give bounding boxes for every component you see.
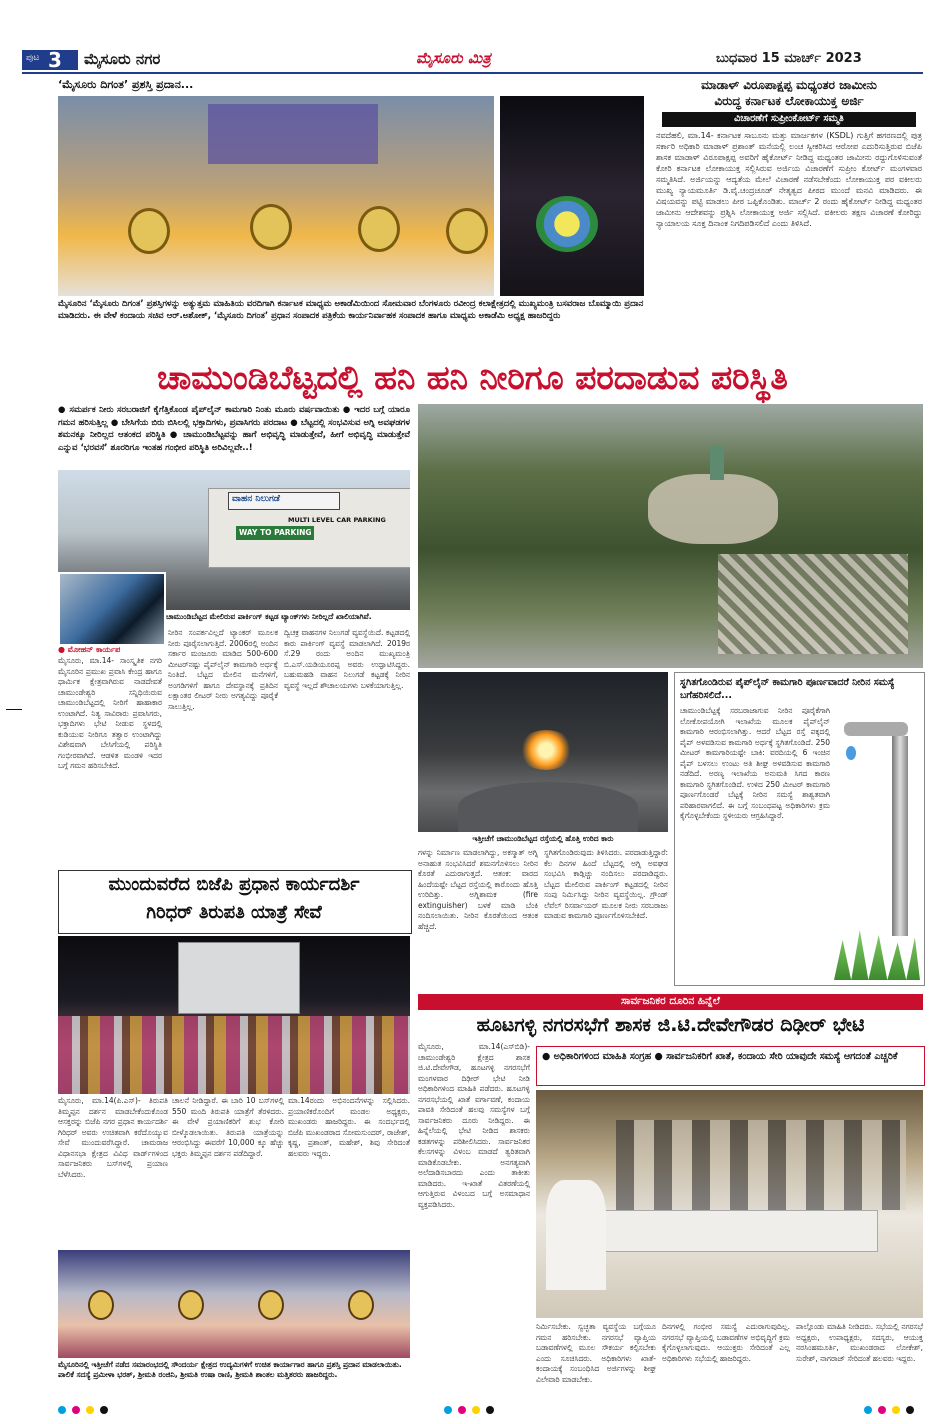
giridhar-body-1: ಮೈಸೂರು, ಮಾ.14(ಪಿ.ಎಸ್)- ತಿರುಪತಿ ತಿಮ್ಮಪ್ಪನ ದರ್ಶನ ಮಾಡಬೇಕೆಂದುಕೊಂಡ ಆಸಕ್ತರನ್ನು ಬಿಜೆಪಿ ನಗರ ಪ್ರಧಾನ ಕಾರ್ಯದರ್ಶಿ ಗಿರಿಧರ್ ಅವರು ಉಚಿತವಾಗಿ ಕರೆದೊಯ್ಯುವ ಸೇವೆ ಮುಂದುವರೆಸಿದ್ದಾರೆ. ಚಾಮರಾಜ ವಿಧಾನಸಭಾ ಕ್ಷೇತ್ರದ ವಿವಿಧ ವಾರ್ಡ್‌ಗಳಿಂದ ಸಾರ್ವಜನಿಕರು ಬಸ್‌ಗಳಲ್ಲಿ ಪ್ರಯಾಣ ಬೆಳೆಸಿದರು.	[58, 1096, 168, 1179]
award-photo	[58, 96, 494, 296]
award-trophy	[446, 208, 488, 254]
crowd	[58, 1016, 410, 1094]
meeting-table	[576, 1210, 878, 1252]
lokayukta-body: ನವದೆಹಲಿ, ಮಾ.14- ಕರ್ನಾಟಕ ಸಾಬೂನು ಮತ್ತು ಮಾರ್ಜಕಗಳ (KSDL) ಗುತ್ತಿಗೆ ಹಗರಣದಲ್ಲಿ ಪುತ್ರ ಸರ್ಕಾರಿ ಅಧಿಕಾರಿ ಮಾಡಾಳ್ ಪ್ರಶಾಂತ್ ಮನೆಯಲ್ಲಿ ಲಂಚ ಸ್ವೀಕರಿಸಿದ ಆರೋಪ ಎದುರಿಸುತ್ತಿರುವ ಬಿಜೆಪಿ ಶಾಸಕ ಮಾಡಾಳ್ ವಿರೂಪಾಕ್ಷಪ್ಪ ಅವರಿಗೆ ಹೈಕೋರ್ಟ್ ನೀಡಿದ್ದ ಮಧ್ಯಂತರ ಜಾಮೀನು ರದ್ದುಗೊಳಿಸುವಂತೆ ಕೋರಿ ಕರ್ನಾಟಕ ಲೋಕಾಯುಕ್ತ ಸಲ್ಲಿಸಿರುವ ಅರ್ಜಿಯ ವಿಚಾರಣೆಗೆ ಸುಪ್ರೀಂ ಕೋರ್ಟ್ ಮಂಗಳವಾರ ಸಮ್ಮತಿಸಿದೆ. ಅರ್ಜಿಯನ್ನು ಆದ್ಯತೆಯ ಮೇಲೆ ವಿಚಾರಣೆ ನಡೆಸಬೇಕೆಂದು ಲೋಕಾಯುಕ್ತ ಪರ ವಕೀಲರು ಮುಖ್ಯ ನ್ಯಾಯಮೂರ್ತಿ ಡಿ.ವೈ.ಚಂದ್ರಚೂಡ್ ನೇತೃತ್ವದ ಪೀಠದ ಮುಂದೆ ಮನವಿ ಮಾಡಿದರು. ಈ ವಿಷಯವನ್ನು ಪಟ್ಟಿ ಮಾಡಲು ಪೀಠ ಒಪ್ಪಿಕೊಂಡಿತು. ಮಾರ್ಚ್ 2 ರಂದು ಹೈಕೋರ್ಟ್ ನೀಡಿದ್ದ ಮಧ್ಯಂತರ ಜಾಮೀನು ಆದೇಶವನ್ನು ಪ್ರಶ್ನಿಸಿ ಲೋಕಾಯುಕ್ತ ಅರ್ಜಿ ಸಲ್ಲಿಸಿದೆ. ವಕೀಲರು ತಕ್ಷಣ ವಿಚಾರಣೆ ಕೋರಿದ್ದು ನ್ಯಾಯಾಲಯ ಸೂಕ್ತ ದಿನಾಂಕ ನಿಗದಿಪಡಿಸಲಿದೆ ಎಂದು ತಿಳಿಸಿದೆ.	[656, 131, 922, 228]
yellow-dot	[892, 1406, 900, 1414]
tap-pipe	[892, 736, 908, 936]
empty-tank-photo	[58, 572, 166, 646]
main-deck: ● ಸಮರ್ಪಕ ನೀರು ಸರಬರಾಜಿಗೆ ಕೈಗೆತ್ತಿಕೊಂಡ ಪೈಪ್‌ಲೈನ್ ಕಾಮಗಾರಿ ನಿಂತು ಮೂರು ವರ್ಷವಾಯಿತು ● ಇದರ ಬಗ್ಗೆ ಯಾರೂ ಗಮನ ಹರಿಸುತ್ತಿಲ್ಲ ● ಬೇಸಿಗೆಯ ಬಿರು ಬಿಸಿಲಲ್ಲಿ ಭಕ್ತಾದಿಗಳು, ಪ್ರವಾಸಿಗರು ಪರದಾಟ ● ಬೆಟ್ಟದಲ್ಲಿ ಸಂಭವಿಸುವ ಅಗ್ನಿ ಅವಘಡಗಳ ಶಮನಕ್ಕೂ ನೀರಿಲ್ಲದ ಆತಂಕದ ಪರಿಸ್ಥಿತಿ ● ಚಾಮುಂಡಿಬೆಟ್ಟವನ್ನು ಹಾಗೆ ಅಭಿವೃದ್ಧಿ ಮಾಡುತ್ತೇವೆ, ಹೀಗೆ ಅಭಿವೃದ್ಧಿ ಮಾಡುತ್ತೇವೆ ಎನ್ನುವ ‘ಭರವಸೆ’ ಶೂರರಿಗೂ ಇಂತಹ ಗಂಭೀರ ಪರಿಸ್ಥಿತಿ ಅರಿವಿಲ್ಲವೇ..!	[58, 405, 410, 453]
award-plaque	[348, 1290, 374, 1320]
gtd-bullets: ● ಅಧಿಕಾರಿಗಳಿಂದ ಮಾಹಿತಿ ಸಂಗ್ರಹ ● ಸಾರ್ವಜನಿಕರಿಗೆ ಖಾತೆ, ಕಂದಾಯ ಸೇರಿ ಯಾವುದೇ ಸಮಸ್ಯೆ ಆಗದಂತೆ ಎಚ್ಚರಿಕೆ	[542, 1051, 898, 1062]
byline: ● ಮೋಹನ್ ಕಾರ್ಯಪ	[58, 645, 121, 654]
giridhar-headline-1: ಮುಂದುವರೆದ ಬಿಜೆಪಿ ಪ್ರಧಾನ ಕಾರ್ಯದರ್ಶಿ	[108, 874, 360, 895]
gtd-headline: ಹೂಟಗಳ್ಳಿ ನಗರಸಭೆಗೆ ಶಾಸಕ ಜಿ.ಟಿ.ದೇವೇಗೌಡರ ದಿಢೀರ್ ಭೇಟಿ	[476, 1014, 865, 1036]
main-col-4: ಗಳನ್ನು ನಿರ್ಮಾಣ ಮಾಡಲಾಗಿದ್ದು, ಅಕಸ್ಮಾತ್ ಅಗ್ನಿ ಅನಾಹುತ ಸಂಭವಿಸಿದರೆ ಶಮನಗೊಳಿಸಲು ನೀರಿನ ಕೊರತೆ ಎದುರಾಗುತ್ತದೆ. ಆತಂಕ: ವಾರದ ಹಿಂದೆಯಷ್ಟೇ ಬೆಟ್ಟದ ರಸ್ತೆಯಲ್ಲಿ ಕಾರೊಂದು ಹೊತ್ತಿ ಉರಿದಿತ್ತು. ಅಗ್ನಿಶಾಮಕ (fire extinguisher) ಬಳಕೆ ಮಾಡಿ ಬೆಂಕಿ ನಂದಿಸಲಾಯಿತು. ನೀರಿನ ಕೊರತೆಯಿಂದ ಆತಂಕ ಹೆಚ್ಚಿದೆ.	[418, 848, 538, 931]
pilgrims-bus-photo	[58, 936, 410, 1094]
giridhar-body-2: ಚಾಲನೆ ನೀಡಿದ್ದಾರೆ. ಈ ಬಾರಿ 10 ಬಸ್‌ಗಳಲ್ಲಿ 550 ಮಂದಿ ತಿರುಪತಿ ಯಾತ್ರೆಗೆ ತೆರಳಿದರು. ಈ ವೇಳೆ ಪ್ರಯಾಣಿಕರಿಗೆ ಶುಭ ಕೋರಿ ಬೀಳ್ಕೊಡಲಾಯಿತು. ತಿರುಪತಿ ಯಾತ್ರೆಯನ್ನು ಆರಂಭಿಸಿದ್ದು ಈವರೆಗೆ 10,000 ಕ್ಕೂ ಹೆಚ್ಚು ಭಕ್ತರು ತಿಮ್ಮಪ್ಪನ ದರ್ಶನ ಪಡೆದಿದ್ದಾರೆ.	[172, 1096, 284, 1158]
black-dot	[100, 1406, 108, 1414]
water-tap-icon	[836, 706, 918, 936]
beauty-awards-photo	[58, 1250, 410, 1358]
parking-sign-kannada-text: ವಾಹನ ನಿಲುಗಡೆ	[232, 494, 280, 504]
page-header	[22, 48, 923, 70]
bouquet	[536, 196, 598, 252]
fire-glow	[518, 730, 574, 770]
yellow-dot	[86, 1406, 94, 1414]
issue-date: ಬುಧವಾರ 15 ಮಾರ್ಚ್ 2023	[716, 51, 862, 66]
meeting-photo	[536, 1090, 923, 1318]
water-drop	[846, 746, 856, 760]
road-curve	[458, 782, 638, 832]
pipeline-headline: ಸ್ಥಗಿತಗೊಂಡಿರುವ ಪೈಪ್‌ಲೈನ್ ಕಾಮಗಾರಿ ಪೂರ್ಣವಾದರೆ ನೀರಿನ ಸಮಸ್ಯೆ ಬಗೆಹರಿಸಲಿದೆ...	[680, 677, 895, 701]
car-fire-photo	[418, 672, 668, 832]
village-houses	[718, 554, 908, 654]
gtd-col-3: ದಿನಗಳಲ್ಲಿ ಗಂಭೀರ ಸಮಸ್ಯೆ ಎದುರಾಗುವುದಿಲ್ಲ. ನಗರಸಭೆ ವ್ಯಾಪ್ತಿಯಲ್ಲಿ ಬಡಾವಣೆಗಳ ಅಭಿವೃದ್ಧಿಗೆ ಕ್ರಮ ಕೈಗೊಳ್ಳಲಾಗುವುದು. ಆಯುಕ್ತರು ಸೇರಿದಂತೆ ಎಲ್ಲ ಅಧಿಕಾರಿಗಳು ಸಭೆಯಲ್ಲಿ ಹಾಜರಿದ್ದರು.	[662, 1322, 790, 1363]
main-col-1: ಮೈಸೂರು, ಮಾ.14- ಸಾಂಸ್ಕೃತಿಕ ನಗರಿ ಮೈಸೂರಿನ ಪ್ರಮುಖ ಪ್ರವಾಸಿ ಕೇಂದ್ರ ಹಾಗೂ ಧಾರ್ಮಿಕ ಕ್ಷೇತ್ರವಾಗಿರುವ ನಾಡದೇವತೆ ಚಾಮುಂಡೇಶ್ವರಿ ಸನ್ನಿಧಿಯಿರುವ ಚಾಮುಂಡಿಬೆಟ್ಟದಲ್ಲಿ ನೀರಿಗೆ ಹಾಹಾಕಾರ ಉಂಟಾಗಿದೆ. ನಿತ್ಯ ಸಾವಿರಾರು ಪ್ರವಾಸಿಗರು, ಭಕ್ತಾದಿಗಳು ಭೇಟಿ ನೀಡುವ ಸ್ಥಳದಲ್ಲಿ ಕುಡಿಯುವ ನೀರಿಗೂ ತತ್ವಾರ ಉಂಟಾಗಿದ್ದು ವಿಶೇಷವಾಗಿ ಬೇಸಿಗೆಯಲ್ಲಿ ಪರಿಸ್ಥಿತಿ ಗಂಭೀರವಾಗಿದೆ. ಆಡಳಿತ ಮಂಡಳಿ ಇದರ ಬಗ್ಗೆ ಗಮನ ಹರಿಸಬೇಕಿದೆ.	[58, 656, 162, 770]
gtd-kicker: ಸಾರ್ವಜನಿಕರ ದೂರಿನ ಹಿನ್ನೆಲೆ	[621, 995, 720, 1007]
main-headline: ಚಾಮುಂಡಿಬೆಟ್ಟದಲ್ಲಿ ಹನಿ ಹನಿ ನೀರಿಗೂ ಪರದಾಡುವ ಪರಿಸ್ಥಿತಿ	[157, 358, 788, 397]
magenta-dot	[878, 1406, 886, 1414]
registration-marks-center	[444, 1406, 504, 1416]
beauty-awards-caption: ಮೈಸೂರಿನಲ್ಲಿ ಇತ್ತೀಚೆಗೆ ನಡೆದ ಸಮಾರಂಭದಲ್ಲಿ ಸೌಂದರ್ಯ ಕ್ಷೇತ್ರದ ಉದ್ಯಮಿಗಳಿಗೆ ಉಚಿತ ಕಾರ್ಯಾಗಾರ ಹಾಗೂ ಪ್ರಶಸ್ತಿ ಪ್ರದಾನ ಮಾಡಲಾಯಿತು. ಪಾಲಿಕೆ ಸದಸ್ಯೆ ಪ್ರಮೀಳಾ ಭರತ್, ಶ್ರೀಮತಿ ರಂಜಿನಿ, ಶ್ರೀಮತಿ ಉಷಾ ರಾಣಿ, ಶ್ರೀಮತಿ ಶಾಂತಲ ಮತ್ತಿತರರು ಹಾಜರಿದ್ದರು.	[58, 1360, 402, 1379]
temple-gopura	[710, 446, 724, 480]
main-col-3: ದ್ವಿಚಕ್ರ ವಾಹನಗಳ ನಿಲುಗಡೆ ವ್ಯವಸ್ಥೆಯಿದೆ. ಕಟ್ಟಡದಲ್ಲಿ ಕಾರು ಪಾರ್ಕಿಂಗ್ ವ್ಯವಸ್ಥೆ ಮಾಡಲಾಗಿದೆ. 2019ರ ಸೆ.29 ರಂದು ಅಂದಿನ ಮುಖ್ಯಮಂತ್ರಿ ಬಿ.ಎಸ್.ಯಡಿಯೂರಪ್ಪ ಅವರು ಉದ್ಘಾಟಿಸಿದ್ದರು. ಬಹುಮಹಡಿ ವಾಹನ ನಿಲುಗಡೆ ಕಟ್ಟಡಕ್ಕೆ ನೀರಿನ ವ್ಯವಸ್ಥೆ ಇಲ್ಲದೆ ಶೌಚಾಲಯಗಳು ಬಳಕೆಯಾಗುತ್ತಿಲ್ಲ.	[284, 628, 410, 690]
magenta-dot	[72, 1406, 80, 1414]
magenta-dot	[458, 1406, 466, 1414]
cyan-dot	[58, 1406, 66, 1414]
masthead-logo: ಮೈಸೂರು ಮಿತ್ರ	[416, 49, 491, 67]
giridhar-body-3: ಮಾ.14ರಂದು ಅಭಿನಂದನೆಗಳನ್ನು ಸಲ್ಲಿಸಿದರು. ಪ್ರಯಾಣಿಕರೊಂದಿಗೆ ಮಂಡಲ ಅಧ್ಯಕ್ಷರು, ಮುಖಂಡರು ಹಾಜರಿದ್ದರು. ಈ ಸಂದರ್ಭದಲ್ಲಿ ಬಿಜೆಪಿ ಮುಖಂಡರಾದ ಸೋಮಸುಂದರ್, ರಾಜೇಶ್, ಕೃಷ್ಣ, ಪ್ರಶಾಂತ್, ಮಹೇಶ್, ಶಿವು ಸೇರಿದಂತೆ ಹಲವರು ಇದ್ದರು.	[288, 1096, 410, 1158]
header-rule	[22, 72, 923, 74]
award-trophy	[358, 206, 400, 252]
parking-sign-english: MULTI LEVEL CAR PARKING	[288, 516, 386, 524]
registration-marks-left	[58, 1406, 118, 1416]
tour-bus	[178, 942, 300, 1014]
crop-mark	[6, 709, 22, 710]
page-number: 3	[48, 48, 62, 72]
cm-greeting-photo	[500, 96, 644, 296]
lokayukta-headline-2: ವಿರುದ್ಧ ಕರ್ನಾಟಕ ಲೋಕಾಯುಕ್ತ ಅರ್ಜಿ	[714, 94, 864, 108]
cyan-dot	[444, 1406, 452, 1414]
car-fire-caption: ಇತ್ತೀಚೆಗೆ ಚಾಮುಂಡಿಬೆಟ್ಟದ ರಸ್ತೆಯಲ್ಲಿ ಹೊತ್ತಿ ಉರಿದ ಕಾರು	[472, 834, 614, 843]
parking-caption: ಚಾಮುಂಡಿಬೆಟ್ಟದ ಮೇಲಿರುವ ಪಾರ್ಕಿಂಗ್ ಕಟ್ಟಡ ಟ್ಯಾಂಕ್‌ಗಳು ನೀರಿಲ್ಲದೆ ಖಾಲಿಯಾಗಿವೆ.	[166, 612, 372, 621]
black-dot	[906, 1406, 914, 1414]
tap-spout	[844, 722, 908, 736]
main-col-2: ನೀರಿನ ಸಂಪರ್ಕವಿಲ್ಲದೆ ಟ್ಯಾಂಕರ್ ಮೂಲಕ ನೀರು ಪೂರೈಸಲಾಗುತ್ತಿದೆ. 2006ರಲ್ಲಿ ಅಂದಿನ ಸರ್ಕಾರ ಮಂಜೂರು ಮಾಡಿದ 500-600 ಮೀಟರ್‌ನಷ್ಟು ಪೈಪ್‌ಲೈನ್ ಕಾಮಗಾರಿ ಅರ್ಧಕ್ಕೆ ನಿಂತಿದೆ. ಬೆಟ್ಟದ ಮೇಲಿನ ಮನೆಗಳಿಗೆ, ಅಂಗಡಿಗಳಿಗೆ ಹಾಗೂ ದೇವಸ್ಥಾನಕ್ಕೆ ಪ್ರತಿದಿನ ಲಕ್ಷಾಂತರ ಲೀಟರ್ ನೀರು ಅಗತ್ಯವಿದ್ದು ಪೂರೈಕೆ ಸಾಲುತ್ತಿಲ್ಲ.	[168, 628, 278, 711]
page-label-text: ಪುಟ	[26, 53, 40, 63]
pipeline-body: ಚಾಮುಂಡಿಬೆಟ್ಟಕ್ಕೆ ಸರಬರಾಜಾಗುವ ನೀರಿನ ಪೂರೈಕೆಗಾಗಿ ಲೋಕೋಪಯೋಗಿ ಇಲಾಖೆಯ ಮೂಲಕ ಪೈಪ್‌ಲೈನ್ ಕಾಮಗಾರಿ ಆರಂಭಿಸಲಾಗಿತ್ತು. ಆದರೆ ಬೆಟ್ಟದ ರಸ್ತೆ ಪಕ್ಕದಲ್ಲಿ ಪೈಪ್ ಅಳವಡಿಸುವ ಕಾಮಗಾರಿ ಅರ್ಧಕ್ಕೆ ಸ್ಥಗಿತಗೊಂಡಿದೆ. 250 ಮೀಟರ್ ಕಾಮಗಾರಿಯಷ್ಟೇ ಬಾಕಿ: ವರದಿಯಲ್ಲಿ 6 ಇಂಚಿನ ಪೈಪ್ ಬಳಸಲು ಉಂಟು ಅತಿ ಶೀಘ್ರ ಅಳವಡಿಸುವ ಕಾಮಗಾರಿ ನಡೆದಿದೆ. ಅರಣ್ಯ ಇಲಾಖೆಯ ಅನುಮತಿ ಸಿಗದ ಕಾರಣ ಕಾಮಗಾರಿ ಸ್ಥಗಿತಗೊಂಡಿದೆ. ಉಳಿದ 250 ಮೀಟರ್ ಕಾಮಗಾರಿ ಪೂರ್ಣಗೊಂಡರೆ ಬೆಟ್ಟಕ್ಕೆ ನೀರಿನ ಸಮಸ್ಯೆ ಶಾಶ್ವತವಾಗಿ ಪರಿಹಾರವಾಗಲಿದೆ. ಈ ಬಗ್ಗೆ ಸಂಬಂಧಪಟ್ಟ ಅಧಿಕಾರಿಗಳು ಕ್ರಮ ಕೈಗೊಳ್ಳಬೇಕೆಂದು ಸ್ಥಳೀಯರು ಆಗ್ರಹಿಸಿದ್ದಾರೆ.	[680, 706, 830, 820]
main-col-5: ಸ್ಥಗಿತಗೊಂಡಿರುವುದು ತಿಳಿಸಿದರು. ಪರದಾಡುತ್ತಿದ್ದಾರೆ: ಕೆಲ ದಿನಗಳ ಹಿಂದೆ ಬೆಟ್ಟದಲ್ಲಿ ಅಗ್ನಿ ಅವಘಡ ಸಂಭವಿಸಿ ಕಾಡ್ಗಿಚ್ಚು ನಂದಿಸಲು ಪರದಾಡಿದ್ದರು. ಬೆಟ್ಟದ ಮೇಲಿರುವ ಪಾರ್ಕಿಂಗ್ ಕಟ್ಟಡದಲ್ಲಿ ನೀರಿನ ಸಂಪು ನಿರ್ಮಿಸಿದ್ದು ನೀರಿನ ವ್ಯವಸ್ಥೆಯಿಲ್ಲ. ಗ್ರೌಂಡ್ ಲೆವೆಲ್ ರಿಸರ್ವಾಯರ್ ಮೂಲಕ ನೀರು ಸರಬರಾಜು ಮಾಡುವ ಕಾಮಗಾರಿ ಪೂರ್ಣಗೊಳಿಸಬೇಕಿದೆ.	[544, 848, 668, 920]
cyan-dot	[864, 1406, 872, 1414]
aerial-hill-photo	[418, 404, 923, 668]
award-trophy	[128, 208, 170, 254]
award-kicker: ‘ಮೈಸೂರು ದಿಗಂತ’ ಪ್ರಶಸ್ತಿ ಪ್ರದಾನ...	[58, 78, 194, 91]
award-trophy	[250, 204, 292, 250]
lokayukta-headline-1: ಮಾಡಾಳ್ ವಿರೂಪಾಕ್ಷಪ್ಪ ಮಧ್ಯಂತರ ಜಾಮೀನು	[701, 78, 877, 92]
award-plaque	[178, 1290, 204, 1320]
gtd-col-2: ನಿರ್ಮಿಸಬೇಕು. ಸ್ವಚ್ಛತಾ ವ್ಯವಸ್ಥೆಯ ಬಗ್ಗೆಯೂ ಗಮನ ಹರಿಸಬೇಕು. ನಗರಸಭೆ ವ್ಯಾಪ್ತಿಯ ಬಡಾವಣೆಗಳಲ್ಲಿ ಮೂಲ ಸೌಕರ್ಯ ಕಲ್ಪಿಸಬೇಕು ಎಂದು ಸೂಚಿಸಿದರು. ಅಧಿಕಾರಿಗಳು ಖಾತೆ-ಕಂದಾಯಕ್ಕೆ ಸಂಬಂಧಿಸಿದ ಅರ್ಜಿಗಳನ್ನು ಶೀಘ್ರ ವಿಲೇವಾರಿ ಮಾಡಬೇಕು.	[536, 1322, 656, 1384]
award-caption: ಮೈಸೂರಿನ ‘ಮೈಸೂರು ದಿಗಂತ’ ಪ್ರಶಸ್ತಿಗಳನ್ನು ಅತ್ಯುತ್ತಮ ಮಾಹಿತಿಯ ವರದಿಗಾಗಿ ಕರ್ನಾಟಕ ಮಾಧ್ಯಮ ಅಕಾಡೆಮಿಯಿಂದ ಸೋಮವಾರ ಬೆಂಗಳೂರು ರವೀಂದ್ರ ಕಲಾಕ್ಷೇತ್ರದಲ್ಲಿ ಮುಖ್ಯಮಂತ್ರಿ ಬಸವರಾಜ ಬೊಮ್ಮಾಯಿ ಪ್ರದಾನ ಮಾಡಿದರು. ಈ ವೇಳೆ ಕಂದಾಯ ಸಚಿವ ಆರ್.ಅಶೋಕ್, ‘ಮೈಸೂರು ದಿಗಂತ’ ಪ್ರಧಾನ ಸಂಪಾದಕ ಪತ್ರಿಕೆಯ ಕಾರ್ಯನಿರ್ವಾಹಕ ಸಂಪಾದಕ ಹಾಗೂ ಮಾಧ್ಯಮ ಅಕಾಡೆಮಿ ಅಧ್ಯಕ್ಷ ಹಾಜರಿದ್ದರು	[58, 299, 644, 321]
giridhar-headline-2: ಗಿರಿಧರ್ ತಿರುಪತಿ ಯಾತ್ರೆ ಸೇವೆ	[146, 902, 322, 923]
gtd-col-4: ಪಾಲ್ಗೊಂಡು ಮಾಹಿತಿ ನೀಡಿದರು. ಸಭೆಯಲ್ಲಿ ನಗರಸಭೆ ಅಧ್ಯಕ್ಷರು, ಉಪಾಧ್ಯಕ್ಷರು, ಸದಸ್ಯರು, ಆಯುಕ್ತ ನರಸಿಂಹಮೂರ್ತಿ, ಮುಖಂಡರಾದ ಲೋಕೇಶ್, ಸುರೇಶ್, ನಾಗರಾಜ್ ಸೇರಿದಂತೆ ಹಲವರು ಇದ್ದರು.	[796, 1322, 923, 1363]
lokayukta-subhead: ವಿಚಾರಣೆಗೆ ಸುಪ್ರೀಂಕೋರ್ಟ್ ಸಮ್ಮತಿ	[734, 113, 844, 124]
registration-marks-right	[864, 1406, 924, 1416]
yellow-dot	[472, 1406, 480, 1414]
black-dot	[486, 1406, 494, 1414]
award-plaque	[258, 1290, 284, 1320]
mla-seated	[546, 1180, 606, 1290]
temple-complex	[648, 474, 778, 544]
way-to-parking-text: WAY TO PARKING	[239, 528, 312, 537]
stage-banner	[208, 104, 378, 164]
section-title: ಮೈಸೂರು ನಗರ	[84, 50, 161, 68]
officials-row	[616, 1120, 906, 1210]
award-plaque	[88, 1290, 114, 1320]
gtd-col-1: ಮೈಸೂರು, ಮಾ.14(ಎಸ್‌ಬಿಡಿ)- ಚಾಮುಂಡೇಶ್ವರಿ ಕ್ಷೇತ್ರದ ಶಾಸಕ ಜಿ.ಟಿ.ದೇವೇಗೌಡ, ಹೂಟಗಳ್ಳಿ ನಗರಸಭೆಗೆ ಮಂಗಳವಾರ ದಿಢೀರ್ ಭೇಟಿ ನೀಡಿ ಅಧಿಕಾರಿಗಳಿಂದ ಮಾಹಿತಿ ಪಡೆದರು. ಹೂಟಗಳ್ಳಿ ನಗರಸಭೆಯಲ್ಲಿ ಖಾತೆ ವರ್ಗಾವಣೆ, ಕಂದಾಯ ಪಾವತಿ ಸೇರಿದಂತೆ ಹಲವು ಸಮಸ್ಯೆಗಳ ಬಗ್ಗೆ ಸಾರ್ವಜನಿಕರು ದೂರು ನೀಡಿದ್ದರು. ಈ ಹಿನ್ನೆಲೆಯಲ್ಲಿ ಭೇಟಿ ನೀಡಿದ ಶಾಸಕರು ಕಡತಗಳನ್ನು ಪರಿಶೀಲಿಸಿದರು. ಸಾರ್ವಜನಿಕರ ಕೆಲಸಗಳನ್ನು ವಿಳಂಬ ಮಾಡದೆ ತ್ವರಿತವಾಗಿ ಮಾಡಿಕೊಡಬೇಕು. ಅನಗತ್ಯವಾಗಿ ಅಲೆದಾಡಿಸಬಾರದು ಎಂದು ತಾಕೀತು ಮಾಡಿದರು. ಇ-ಖಾತೆ ವಿತರಣೆಯಲ್ಲಿ ಆಗುತ್ತಿರುವ ವಿಳಂಬದ ಬಗ್ಗೆ ಅಸಮಾಧಾನ ವ್ಯಕ್ತಪಡಿಸಿದರು.	[418, 1042, 530, 1209]
